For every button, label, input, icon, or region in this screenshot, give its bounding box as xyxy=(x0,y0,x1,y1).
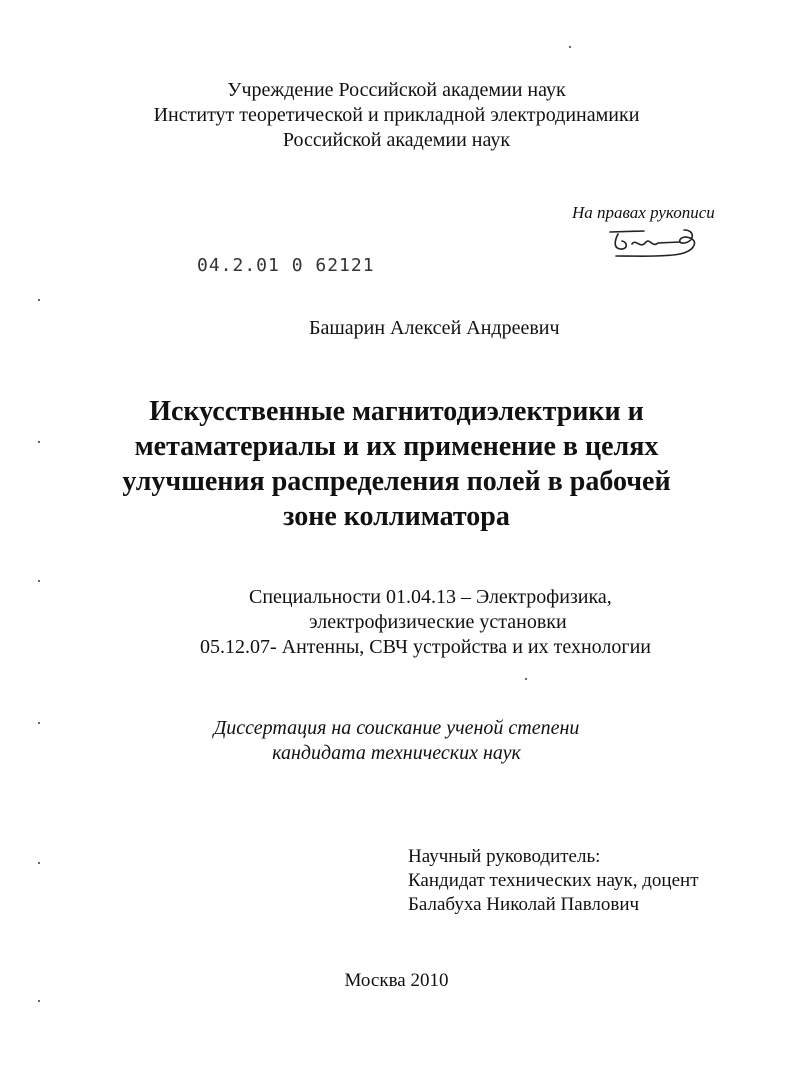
signature-icon xyxy=(604,226,714,266)
degree-line-2: кандидата технических наук xyxy=(272,742,521,764)
dissertation-degree xyxy=(0,716,793,766)
scan-mark xyxy=(525,678,527,680)
scan-mark xyxy=(38,1000,40,1002)
manuscript-note: На правах рукописи xyxy=(572,203,715,222)
dissertation-title xyxy=(0,394,793,534)
advisor-label: Научный руководитель: xyxy=(408,846,601,867)
specialty-line-3: 05.12.07- Антенны, СВЧ устройства и их технологии xyxy=(200,636,651,658)
title-line-1: Искусственные магнитодиэлектрики и xyxy=(149,396,644,427)
specialty-line-2: электрофизические установки xyxy=(309,611,567,633)
registration-number: 04.2.01 0 62121 xyxy=(197,255,375,276)
institution-line-1: Учреждение Российской академии наук xyxy=(227,79,566,101)
city-year: Москва 2010 xyxy=(344,970,449,991)
title-line-2: метаматериалы и их применение в целях xyxy=(134,431,659,462)
scan-mark xyxy=(38,722,40,724)
advisor-name: Балабуха Николай Павлович xyxy=(408,894,640,915)
author-name: Башарин Алексей Андреевич xyxy=(309,317,560,339)
specialty-line-1: Специальности 01.04.13 – Электрофизика, xyxy=(249,586,612,608)
institution-line-3: Российской академии наук xyxy=(282,129,511,151)
advisor-degree: Кандидат технических наук, доцент xyxy=(408,870,699,891)
scan-mark xyxy=(569,46,571,48)
institution-line-2: Институт теоретической и прикладной электродинамики xyxy=(153,104,640,126)
title-line-4: зоне коллиматора xyxy=(283,501,510,532)
degree-line-1: Диссертация на соискание ученой степени xyxy=(213,717,580,739)
scan-mark xyxy=(38,862,40,864)
title-line-3: улучшения распределения полей в рабочей xyxy=(122,466,671,497)
scan-mark xyxy=(38,299,40,301)
advisor-block xyxy=(408,845,699,917)
scan-mark xyxy=(38,441,40,443)
institution-header xyxy=(0,78,793,153)
scan-mark xyxy=(38,580,40,582)
